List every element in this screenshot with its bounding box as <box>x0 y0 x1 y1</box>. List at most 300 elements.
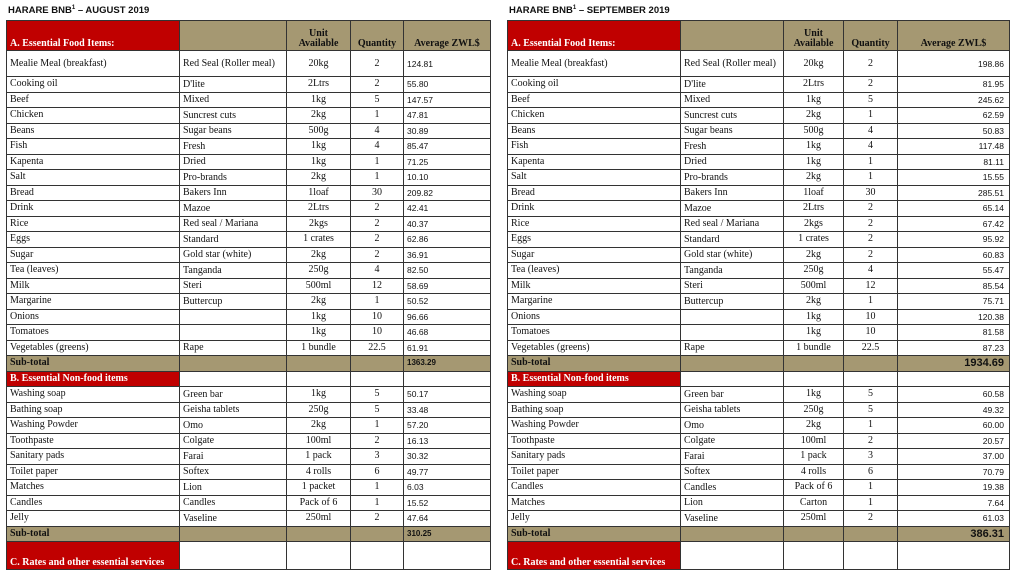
item-quantity: 30 <box>844 185 898 201</box>
item-brand: Steri <box>180 278 287 294</box>
table-row <box>7 464 491 480</box>
item-unit: 1 pack <box>287 449 351 465</box>
item-unit: 4 rolls <box>287 464 351 480</box>
table-row <box>7 402 491 418</box>
item-price: 61.91 <box>404 340 491 356</box>
item-name: Cooking oil <box>7 77 180 93</box>
item-name: Chicken <box>7 108 180 124</box>
rates-section-row <box>508 542 1010 570</box>
item-price: 117.48 <box>898 139 1010 155</box>
table-row <box>7 216 491 232</box>
item-quantity: 1 <box>351 154 404 170</box>
table-row <box>7 247 491 263</box>
table-row <box>508 495 1010 511</box>
item-unit: 2kgs <box>287 216 351 232</box>
item-name: Candles <box>508 480 681 496</box>
item-brand: Pro-brands <box>681 170 784 186</box>
item-brand: Buttercup <box>681 294 784 310</box>
item-price: 245.62 <box>898 92 1010 108</box>
nonfood-subtotal-value: 310.25 <box>404 526 491 542</box>
table-row <box>508 154 1010 170</box>
food-subtotal-value: 1363.29 <box>404 356 491 372</box>
item-name: Toothpaste <box>7 433 180 449</box>
item-unit: 1kg <box>287 139 351 155</box>
item-unit: 250g <box>287 402 351 418</box>
item-brand: Mixed <box>681 92 784 108</box>
table-row <box>508 232 1010 248</box>
item-unit: 250g <box>784 402 844 418</box>
item-quantity: 4 <box>844 263 898 279</box>
item-unit: 250g <box>287 263 351 279</box>
item-brand: Colgate <box>180 433 287 449</box>
section-nonfood-header: B. Essential Non-food items <box>508 371 681 387</box>
item-brand: Mazoe <box>681 201 784 217</box>
table-row <box>508 77 1010 93</box>
item-unit: 1kg <box>784 139 844 155</box>
table-row <box>508 449 1010 465</box>
item-name: Tomatoes <box>508 325 681 341</box>
item-quantity: 1 <box>351 418 404 434</box>
item-name: Washing Powder <box>508 418 681 434</box>
item-brand: Mazoe <box>180 201 287 217</box>
item-name: Toilet paper <box>7 464 180 480</box>
item-name: Rice <box>508 216 681 232</box>
item-brand: Fresh <box>681 139 784 155</box>
item-quantity: 6 <box>844 464 898 480</box>
item-unit: 2Ltrs <box>784 77 844 93</box>
item-quantity: 5 <box>844 92 898 108</box>
item-name: Candles <box>7 495 180 511</box>
table-row <box>508 325 1010 341</box>
subtotal-label: Sub-total <box>7 526 180 542</box>
food-subtotal-row <box>508 356 1010 372</box>
table-row <box>7 278 491 294</box>
table-header-row <box>7 21 491 51</box>
item-name: Beef <box>508 92 681 108</box>
item-price: 49.77 <box>404 464 491 480</box>
item-brand: Gold star (white) <box>681 247 784 263</box>
item-price: 50.52 <box>404 294 491 310</box>
item-brand <box>681 325 784 341</box>
item-price: 57.20 <box>404 418 491 434</box>
item-quantity: 10 <box>351 309 404 325</box>
item-unit: 2kg <box>287 170 351 186</box>
item-price: 62.86 <box>404 232 491 248</box>
unit-column-header: Unit Available <box>287 21 351 51</box>
item-price: 81.95 <box>898 77 1010 93</box>
item-unit: 2kg <box>784 418 844 434</box>
item-quantity: 2 <box>844 77 898 93</box>
item-quantity: 4 <box>844 123 898 139</box>
item-price: 60.58 <box>898 387 1010 403</box>
table-row <box>508 387 1010 403</box>
table-row <box>7 170 491 186</box>
item-quantity: 2 <box>351 232 404 248</box>
item-name: Beef <box>7 92 180 108</box>
item-quantity: 4 <box>351 139 404 155</box>
table-row <box>7 449 491 465</box>
item-quantity: 30 <box>351 185 404 201</box>
item-price: 6.03 <box>404 480 491 496</box>
item-unit: 1loaf <box>287 185 351 201</box>
item-name: Toothpaste <box>508 433 681 449</box>
item-brand: Steri <box>681 278 784 294</box>
item-quantity: 10 <box>844 325 898 341</box>
table-row <box>7 294 491 310</box>
item-name: Matches <box>508 495 681 511</box>
item-name: Fish <box>7 139 180 155</box>
item-unit: 20kg <box>287 51 351 77</box>
item-name: Rice <box>7 216 180 232</box>
item-price: 37.00 <box>898 449 1010 465</box>
item-unit: Carton <box>784 495 844 511</box>
item-price: 36.91 <box>404 247 491 263</box>
item-name: Washing Powder <box>7 418 180 434</box>
table-row <box>508 92 1010 108</box>
unit-column-header: Unit Available <box>784 21 844 51</box>
item-brand <box>180 325 287 341</box>
item-quantity: 12 <box>844 278 898 294</box>
august-panel <box>6 0 490 570</box>
item-price: 81.11 <box>898 154 1010 170</box>
item-brand: Tanganda <box>180 263 287 279</box>
item-name: Margarine <box>508 294 681 310</box>
item-unit: 500g <box>784 123 844 139</box>
item-quantity: 12 <box>351 278 404 294</box>
item-unit: 500ml <box>784 278 844 294</box>
table-row <box>7 154 491 170</box>
item-price: 285.51 <box>898 185 1010 201</box>
item-quantity: 1 <box>844 480 898 496</box>
item-unit: 2Ltrs <box>287 77 351 93</box>
item-unit: 2kg <box>784 247 844 263</box>
item-brand: Red seal / Mariana <box>681 216 784 232</box>
item-name: Sanitary pads <box>508 449 681 465</box>
item-brand: Standard <box>681 232 784 248</box>
table-row <box>508 278 1010 294</box>
item-name: Fish <box>508 139 681 155</box>
item-brand: Rape <box>681 340 784 356</box>
item-name: Milk <box>7 278 180 294</box>
item-name: Kapenta <box>7 154 180 170</box>
item-brand: Lion <box>180 480 287 496</box>
table-row <box>508 139 1010 155</box>
nonfood-subtotal-value: 386.31 <box>898 526 1010 542</box>
item-quantity: 1 <box>844 170 898 186</box>
item-quantity: 3 <box>844 449 898 465</box>
table-row <box>7 418 491 434</box>
item-quantity: 5 <box>351 387 404 403</box>
table-row <box>508 294 1010 310</box>
item-price: 47.64 <box>404 511 491 527</box>
item-quantity: 1 <box>844 495 898 511</box>
item-quantity: 3 <box>351 449 404 465</box>
item-name: Bathing soap <box>7 402 180 418</box>
item-name: Matches <box>7 480 180 496</box>
item-price: 30.89 <box>404 123 491 139</box>
average-column-header: Average ZWL$ <box>898 21 1010 51</box>
item-name: Beans <box>7 123 180 139</box>
item-name: Mealie Meal (breakfast) <box>508 51 681 77</box>
item-quantity: 2 <box>844 201 898 217</box>
item-unit: Pack of 6 <box>784 480 844 496</box>
item-brand <box>180 309 287 325</box>
item-brand: Suncrest cuts <box>681 108 784 124</box>
item-brand: Bakers Inn <box>681 185 784 201</box>
item-price: 7.64 <box>898 495 1010 511</box>
nonfood-section-row <box>7 371 491 387</box>
item-brand: Gold star (white) <box>180 247 287 263</box>
table-row <box>7 92 491 108</box>
item-quantity: 1 <box>844 108 898 124</box>
september-panel <box>507 0 1009 570</box>
section-nonfood-header: B. Essential Non-food items <box>7 371 180 387</box>
table-row <box>508 51 1010 77</box>
table-row <box>7 340 491 356</box>
item-price: 67.42 <box>898 216 1010 232</box>
table-row <box>7 387 491 403</box>
item-price: 50.83 <box>898 123 1010 139</box>
item-quantity: 2 <box>844 433 898 449</box>
item-price: 85.47 <box>404 139 491 155</box>
item-unit: 1loaf <box>784 185 844 201</box>
average-column-header: Average ZWL$ <box>404 21 491 51</box>
item-price: 58.69 <box>404 278 491 294</box>
table-row <box>508 247 1010 263</box>
item-quantity: 2 <box>351 511 404 527</box>
item-brand: Suncrest cuts <box>180 108 287 124</box>
item-brand: Lion <box>681 495 784 511</box>
table-row <box>508 216 1010 232</box>
item-unit: 1kg <box>784 325 844 341</box>
item-unit: 250g <box>784 263 844 279</box>
item-quantity: 2 <box>351 216 404 232</box>
item-brand: Candles <box>681 480 784 496</box>
item-price: 40.37 <box>404 216 491 232</box>
item-price: 42.41 <box>404 201 491 217</box>
item-unit: 2Ltrs <box>287 201 351 217</box>
item-brand: Buttercup <box>180 294 287 310</box>
item-brand: Geisha tablets <box>681 402 784 418</box>
item-price: 85.54 <box>898 278 1010 294</box>
item-brand: Softex <box>180 464 287 480</box>
item-unit: 250ml <box>784 511 844 527</box>
table-row <box>508 123 1010 139</box>
item-price: 30.32 <box>404 449 491 465</box>
nonfood-subtotal-row <box>508 526 1010 542</box>
item-unit: 1 packet <box>287 480 351 496</box>
item-price: 15.52 <box>404 495 491 511</box>
item-name: Onions <box>508 309 681 325</box>
item-unit: 500ml <box>287 278 351 294</box>
item-name: Drink <box>7 201 180 217</box>
item-price: 10.10 <box>404 170 491 186</box>
item-brand: Geisha tablets <box>180 402 287 418</box>
item-quantity: 2 <box>351 77 404 93</box>
item-brand: Sugar beans <box>180 123 287 139</box>
item-quantity: 1 <box>351 495 404 511</box>
item-brand: Softex <box>681 464 784 480</box>
item-name: Milk <box>508 278 681 294</box>
item-quantity: 4 <box>351 123 404 139</box>
august-basket-table <box>6 20 491 570</box>
item-quantity: 1 <box>351 480 404 496</box>
item-brand: D'lite <box>180 77 287 93</box>
item-quantity: 2 <box>351 247 404 263</box>
section-rates-header: C. Rates and other essential services <box>508 542 681 570</box>
item-brand: Omo <box>681 418 784 434</box>
table-header-row <box>508 21 1010 51</box>
item-price: 70.79 <box>898 464 1010 480</box>
nonfood-subtotal-row <box>7 526 491 542</box>
table-row <box>508 185 1010 201</box>
item-brand: Farai <box>180 449 287 465</box>
table-row <box>508 170 1010 186</box>
item-name: Beans <box>508 123 681 139</box>
table-row <box>7 232 491 248</box>
item-unit: 2kg <box>287 108 351 124</box>
table-row <box>508 108 1010 124</box>
item-name: Toilet paper <box>508 464 681 480</box>
item-brand: Standard <box>180 232 287 248</box>
subtotal-label: Sub-total <box>7 356 180 372</box>
item-price: 65.14 <box>898 201 1010 217</box>
table-row <box>7 511 491 527</box>
subtotal-label: Sub-total <box>508 526 681 542</box>
item-name: Bread <box>508 185 681 201</box>
subtotal-label: Sub-total <box>508 356 681 372</box>
item-price: 49.32 <box>898 402 1010 418</box>
item-unit: 250ml <box>287 511 351 527</box>
item-price: 19.38 <box>898 480 1010 496</box>
item-unit: 1kg <box>287 309 351 325</box>
item-name: Eggs <box>508 232 681 248</box>
item-quantity: 2 <box>844 232 898 248</box>
item-unit: 1kg <box>287 154 351 170</box>
item-price: 60.83 <box>898 247 1010 263</box>
item-brand: Pro-brands <box>180 170 287 186</box>
item-brand: Omo <box>180 418 287 434</box>
item-quantity: 6 <box>351 464 404 480</box>
item-price: 50.17 <box>404 387 491 403</box>
item-quantity: 2 <box>844 511 898 527</box>
table-row <box>508 480 1010 496</box>
section-rates-header: C. Rates and other essential services <box>7 542 180 570</box>
item-name: Salt <box>508 170 681 186</box>
section-food-header: A. Essential Food Items: <box>508 21 681 51</box>
table-row <box>7 51 491 77</box>
item-brand: Colgate <box>681 433 784 449</box>
item-brand: Farai <box>681 449 784 465</box>
item-unit: 2kg <box>784 108 844 124</box>
food-subtotal-value: 1934.69 <box>898 356 1010 372</box>
item-unit: 1 pack <box>784 449 844 465</box>
item-name: Bread <box>7 185 180 201</box>
item-brand: D'lite <box>681 77 784 93</box>
item-brand: Rape <box>180 340 287 356</box>
table-row <box>508 433 1010 449</box>
item-name: Vegetables (greens) <box>508 340 681 356</box>
table-row <box>508 201 1010 217</box>
item-price: 33.48 <box>404 402 491 418</box>
item-name: Jelly <box>508 511 681 527</box>
item-name: Sanitary pads <box>7 449 180 465</box>
item-quantity: 1 <box>351 294 404 310</box>
item-brand <box>681 309 784 325</box>
item-brand: Tanganda <box>681 263 784 279</box>
item-unit: 1 crates <box>287 232 351 248</box>
item-unit: 1kg <box>287 92 351 108</box>
table-row <box>7 325 491 341</box>
table-row <box>508 402 1010 418</box>
item-brand: Red seal / Mariana <box>180 216 287 232</box>
item-price: 47.81 <box>404 108 491 124</box>
item-quantity: 2 <box>844 216 898 232</box>
item-quantity: 2 <box>351 433 404 449</box>
item-price: 75.71 <box>898 294 1010 310</box>
item-price: 16.13 <box>404 433 491 449</box>
item-quantity: 4 <box>351 263 404 279</box>
nonfood-section-row <box>508 371 1010 387</box>
item-quantity: 1 <box>351 170 404 186</box>
panel-title: HARARE BNB$^1$ – AUGUST 2019 <box>8 4 150 16</box>
item-unit: 1kg <box>287 325 351 341</box>
item-brand: Green bar <box>681 387 784 403</box>
table-row <box>508 340 1010 356</box>
item-unit: 100ml <box>287 433 351 449</box>
item-name: Mealie Meal (breakfast) <box>7 51 180 77</box>
item-brand: Bakers Inn <box>180 185 287 201</box>
item-price: 15.55 <box>898 170 1010 186</box>
item-price: 46.68 <box>404 325 491 341</box>
item-price: 209.82 <box>404 185 491 201</box>
item-price: 61.03 <box>898 511 1010 527</box>
item-quantity: 10 <box>351 325 404 341</box>
item-brand: Dried <box>180 154 287 170</box>
table-row <box>508 464 1010 480</box>
item-unit: 1kg <box>784 92 844 108</box>
item-price: 62.59 <box>898 108 1010 124</box>
item-price: 55.80 <box>404 77 491 93</box>
item-name: Sugar <box>7 247 180 263</box>
quantity-column-header: Quantity <box>351 21 404 51</box>
table-row <box>7 139 491 155</box>
item-unit: 2kg <box>784 170 844 186</box>
item-unit: 2kgs <box>784 216 844 232</box>
item-quantity: 1 <box>351 108 404 124</box>
table-row <box>7 495 491 511</box>
table-row <box>508 309 1010 325</box>
item-quantity: 5 <box>351 402 404 418</box>
item-price: 124.81 <box>404 51 491 77</box>
panel-title: HARARE BNB$^1$ – SEPTEMBER 2019 <box>509 4 670 16</box>
item-brand: Sugar beans <box>681 123 784 139</box>
item-quantity: 2 <box>844 51 898 77</box>
item-quantity: 2 <box>351 51 404 77</box>
item-brand: Vaseline <box>180 511 287 527</box>
item-name: Drink <box>508 201 681 217</box>
item-quantity: 1 <box>844 154 898 170</box>
item-unit: 1kg <box>784 309 844 325</box>
item-name: Tomatoes <box>7 325 180 341</box>
item-unit: 1kg <box>287 387 351 403</box>
item-quantity: 5 <box>844 402 898 418</box>
item-price: 55.47 <box>898 263 1010 279</box>
item-quantity: 1 <box>844 294 898 310</box>
item-name: Jelly <box>7 511 180 527</box>
table-row <box>7 108 491 124</box>
item-unit: 1kg <box>784 154 844 170</box>
